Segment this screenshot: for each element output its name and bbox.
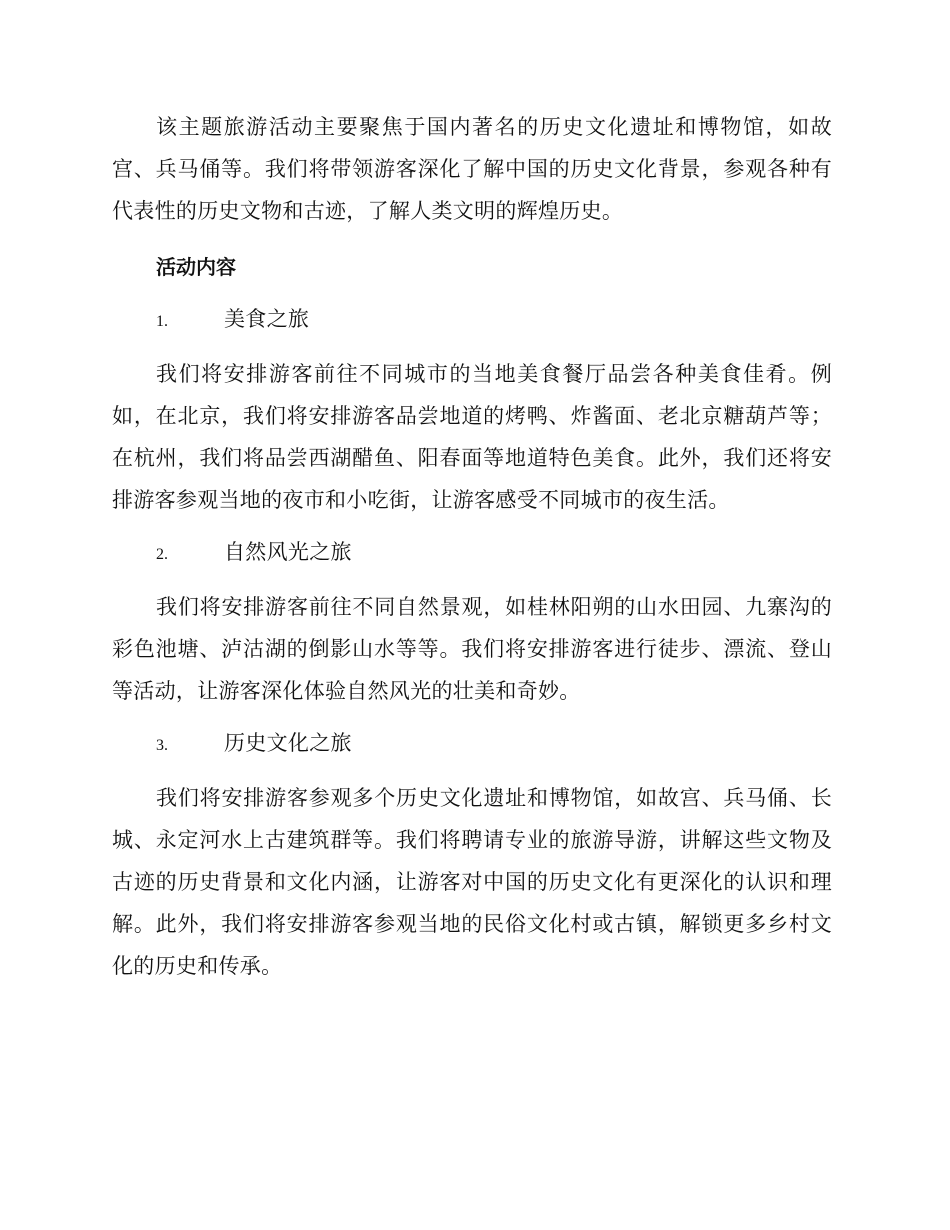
list-item-body: 我们将安排游客参观多个历史文化遗址和博物馆，如故宫、兵马俑、长城、永定河水上古建筑群等。我们将聘请专业的旅游导游，讲解这些文物及古迹的历史背景和文化内涵，让游客对中国的历史文化有更深化的认识和理解。此外，我们将安排游客参观当地的民俗文化村或古镇，解锁更多乡村文化的历史和传承。 (112, 786, 832, 978)
list-item-title: 自然风光之旅 (224, 540, 352, 564)
list-item-title: 历史文化之旅 (224, 731, 352, 755)
list-item-1 (112, 298, 832, 343)
list-item-number: 3. (156, 737, 168, 754)
list-item-3 (112, 722, 832, 767)
list-item-number: 2. (156, 546, 168, 563)
list-item-2 (112, 531, 832, 576)
intro-paragraph: 该主题旅游活动主要聚焦于国内著名的历史文化遗址和博物馆，如故宫、兵马俑等。我们将带领游客深化了解中国的历史文化背景，参观各种有代表性的历史文物和古迹，了解人类文明的辉煌历史。 (112, 115, 832, 223)
list-item-number: 1. (156, 313, 168, 330)
document-page (112, 106, 832, 987)
section-heading: 活动内容 (156, 255, 236, 279)
list-item-body: 我们将安排游客前往不同城市的当地美食餐厅品尝各种美食佳肴。例如，在北京，我们将安排游客品尝地道的烤鸭、炸酱面、老北京糖葫芦等；在杭州，我们将品尝西湖醋鱼、阳春面等地道特色美食。此外，我们还将安排游客参观当地的夜市和小吃街，让游客感受不同城市的夜生活。 (112, 362, 832, 512)
list-item-body: 我们将安排游客前往不同自然景观，如桂林阳朔的山水田园、九寨沟的彩色池塘、泸沽湖的倒影山水等等。我们将安排游客进行徒步、漂流、登山等活动，让游客深化体验自然风光的壮美和奇妙。 (112, 595, 832, 703)
list-item-title: 美食之旅 (224, 307, 310, 331)
